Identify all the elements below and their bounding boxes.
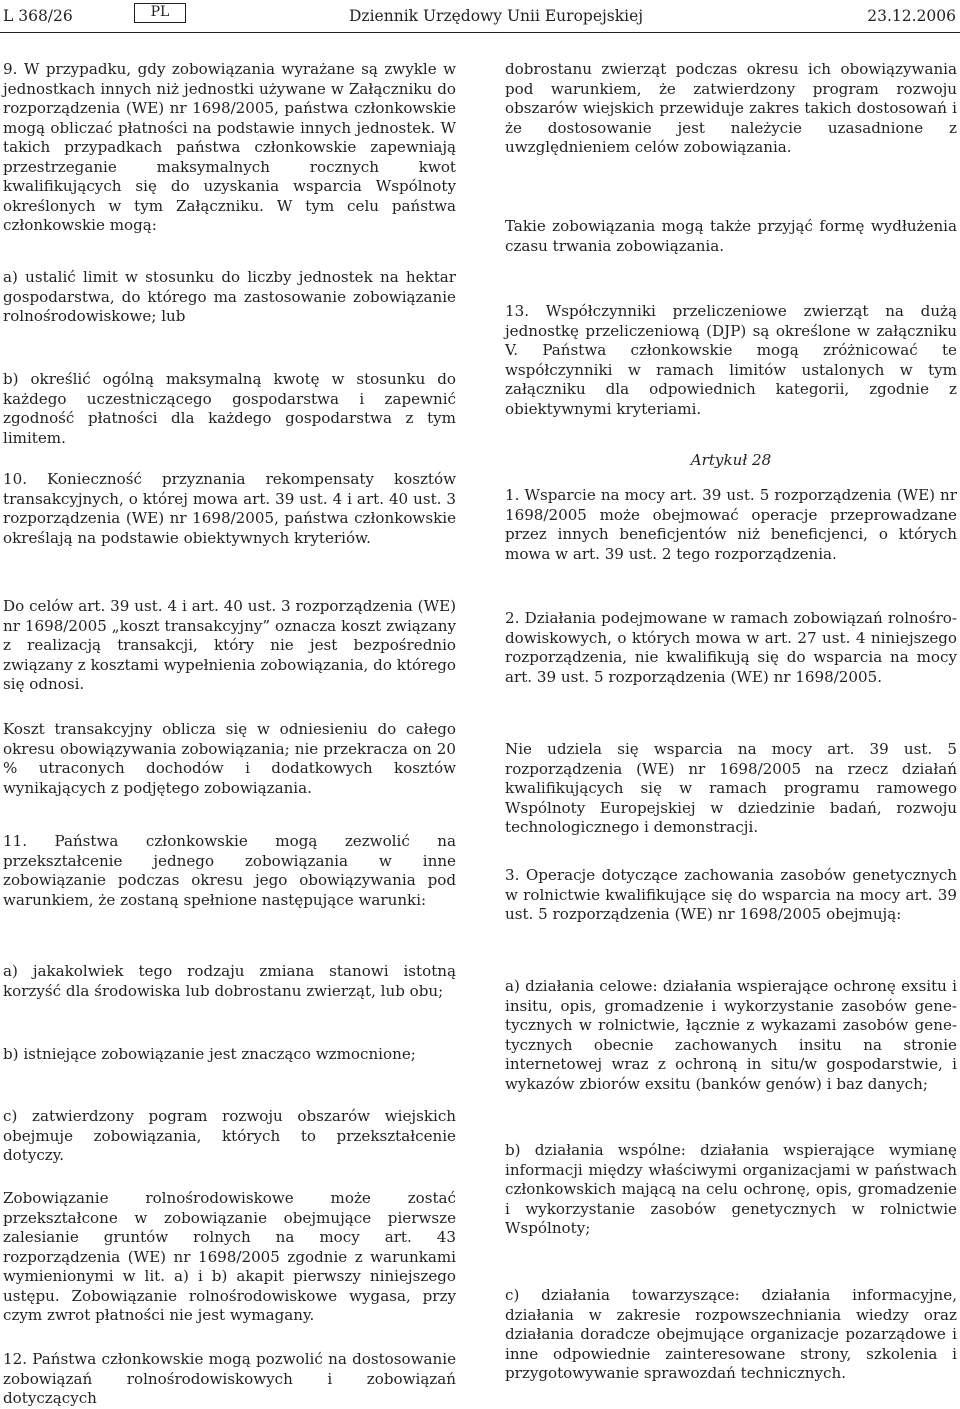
page-reference: L 368/26: [3, 7, 73, 25]
paragraph-12-extension: Takie zobowiązania mogą także przyjąć formę wydłużenia czasu trwania zobowiązania.: [505, 217, 957, 255]
article-28-point-2: 2. Działania podejmowane w ramach zobowiązań rolnośrodowiskowych, o których mowa w art. 27 ust. 4 niniejszego rozporządzenia, nie kwalifikują się do wsparcia na mocy art. 39 ust. 5 rozporządzenia (WE) nr 1698/2005.: [505, 609, 957, 686]
issue-date: 23.12.2006: [867, 7, 956, 25]
article-heading: Artykuł 28: [690, 451, 772, 469]
paragraph-11-item-c: c) zatwierdzony pogram rozwoju obszarów wiejskich obejmuje zobowiązania, których to przekształcenie dotyczy.: [3, 1107, 456, 1164]
paragraph-10-calculation: Koszt transakcyjny oblicza się w odniesieniu do całego okresu obowiązywania zobowiązania; nie przekracza on 20 % utraconych dochodów i dodatkowych kosztów wynikających z podjętego zobowiązania.: [3, 720, 456, 797]
article-28-point-1: 1. Wsparcie na mocy art. 39 ust. 5 rozporządzenia (WE) nr 1698/2005 może obejmować operacje przeprowadzane przez innych beneficjentów niż beneficjenci, o których mowa w art. 39 ust. 2 tego rozporządzenia.: [505, 486, 957, 563]
paragraph-9-item-a: a) ustalić limit w stosunku do liczby jednostek na hektar gospodarstwa, do którego ma zastosowanie zobowiązanie rolnośrodowiskowe; lub: [3, 268, 456, 325]
paragraph-12-continued: dobrostanu zwierząt podczas okresu ich obowiązywania pod warunkiem, że zatwierdzony program rozwoju obszarów wiejskich przewiduje zakres takich dostosowań i że dostosowanie jest należycie uzasadnione z uwzględnieniem celów zobowiązania.: [505, 60, 957, 156]
paragraph-9-item-b: b) określić ogólną maksymalną kwotę w stosunku do każdego uczestniczącego gospodarstwa i zapewnić zgodność płatności dla każdego gospodarstwa z tym limitem.: [3, 370, 456, 447]
article-28-point-2-exclusion: Nie udziela się wsparcia na mocy art. 39 ust. 5 rozporządzenia (WE) nr 1698/2005 na rzecz działań kwalifikujących się w ramach programu ramowego Wspólnoty Europejskiej w dziedzinie badań, rozwoju technologicznego i demonstracji.: [505, 740, 957, 836]
journal-title: Dziennik Urzędowy Unii Europejskiej: [349, 7, 644, 25]
page-header: [0, 0, 960, 34]
paragraph-10: 10. Konieczność przyznania rekompensaty kosztów transakcyjnych, o której mowa art. 39 ust. 4 i art. 40 ust. 3 rozporządzenia (WE) nr 1698/2005, państwa członkowskie określają na podstawie obiektywnych kryteriów.: [3, 470, 456, 547]
article-28-point-3-item-a: a) działania celowe: działania wspierające ochronę exsitu i insitu, opis, gromadzenie i wykorzystanie zasobów genetycznych w rolnictwie, łącznie z wykazami zasobów genetycznych obecnie zachowanych insitu na stronie internetowej wraz z ochroną in situ/w gospodarstwie, i wykazów zbiorów exsitu (banków genów) i baz danych;: [505, 977, 957, 1093]
article-28-point-3-item-c: c) działania towarzyszące: działania informacyjne, działania w zakresie rozpowszechniania wiedzy oraz działania doradcze obejmujące organizacje pozarządowe i inne odpowiednie zainteresowane strony, szkolenia i przygotowywanie sprawozdań technicznych.: [505, 1286, 957, 1382]
paragraph-12: 12. Państwa członkowskie mogą pozwolić na dostosowanie zobowiązań rolnośrodowiskowych i zobowiązań dotyczących: [3, 1350, 456, 1407]
paragraph-11-item-a: a) jakakolwiek tego rodzaju zmiana stanowi istotną korzyść dla środowiska lub dobrostanu zwierząt, lub obu;: [3, 962, 456, 1000]
paragraph-10-definition: Do celów art. 39 ust. 4 i art. 40 ust. 3 rozporządzenia (WE) nr 1698/2005 „koszt transakcyjny” oznacza koszt związany z realizacją transakcji, który nie jest bezpośrednio związany z kosztami wypełnienia zobowiązania, do którego się odnosi.: [3, 597, 456, 693]
article-28-point-3-item-b: b) działania wspólne: działania wspierające wymianę informacji między właściwymi organizacjami w państwach członkowskich mającą na celu ochronę, opis, gromadzenie i wykorzystanie zasobów genetycznych w rolnictwie Wspólnoty;: [505, 1141, 957, 1237]
language-code-box: PL: [134, 3, 186, 23]
article-28-point-3: 3. Operacje dotyczące zachowania zasobów genetycznych w rolnictwie kwalifikujące się do wsparcia na mocy art. 39 ust. 5 rozporządzenia (WE) nr 1698/2005 obejmują:: [505, 866, 957, 923]
paragraph-11-conversion: Zobowiązanie rolnośrodowiskowe może zostać przekształcone w zobowiązanie obejmujące pierwsze zalesianie gruntów rolnych na mocy art. 43 rozporządzenia (WE) nr 1698/2005 zgodnie z warunkami wymienionymi w lit. a) i b) akapit pierwszy niniejszego ustępu. Zobowiązanie rolnośrodowiskowe wygasa, przy czym zwrot płatności nie jest wymagany.: [3, 1189, 456, 1324]
paragraph-11-item-b: b) istniejące zobowiązanie jest znacząco wzmocnione;: [3, 1045, 416, 1063]
paragraph-13: 13. Współczynniki przeliczeniowe zwierząt na dużą jednostkę przeliczeniową (DJP) są określone w załączniku V. Państwa członkowskie mogą zróżnicować te współczynniki w ramach limitów ustalonych w tym załączniku dla odpowiednich kategorii, zgodnie z obiektywnymi kryteriami.: [505, 302, 957, 418]
paragraph-9: 9. W przypadku, gdy zobowiązania wyrażane są zwykle w jednostkach innych niż jednostki używane w Załączniku do rozporządzenia (WE) nr 1698/2005, państwa członkowskie mogą obliczać płatności na podstawie innych jednostek. W takich przypadkach państwa członkowskie zapewniają przestrzeganie maksymalnych rocznych kwot kwalifikujących się do uzyskania wsparcia Wspólnoty określonych w tym Załączniku. W tym celu państwa członkowskie mogą:: [3, 60, 456, 234]
header-rule: [0, 32, 960, 33]
paragraph-11: 11. Państwa członkowskie mogą zezwolić na przekształcenie jednego zobowiązania w inne zobowiązanie podczas okresu jego obowiązywania pod warunkiem, że zostaną spełnione następujące warunki:: [3, 832, 456, 909]
